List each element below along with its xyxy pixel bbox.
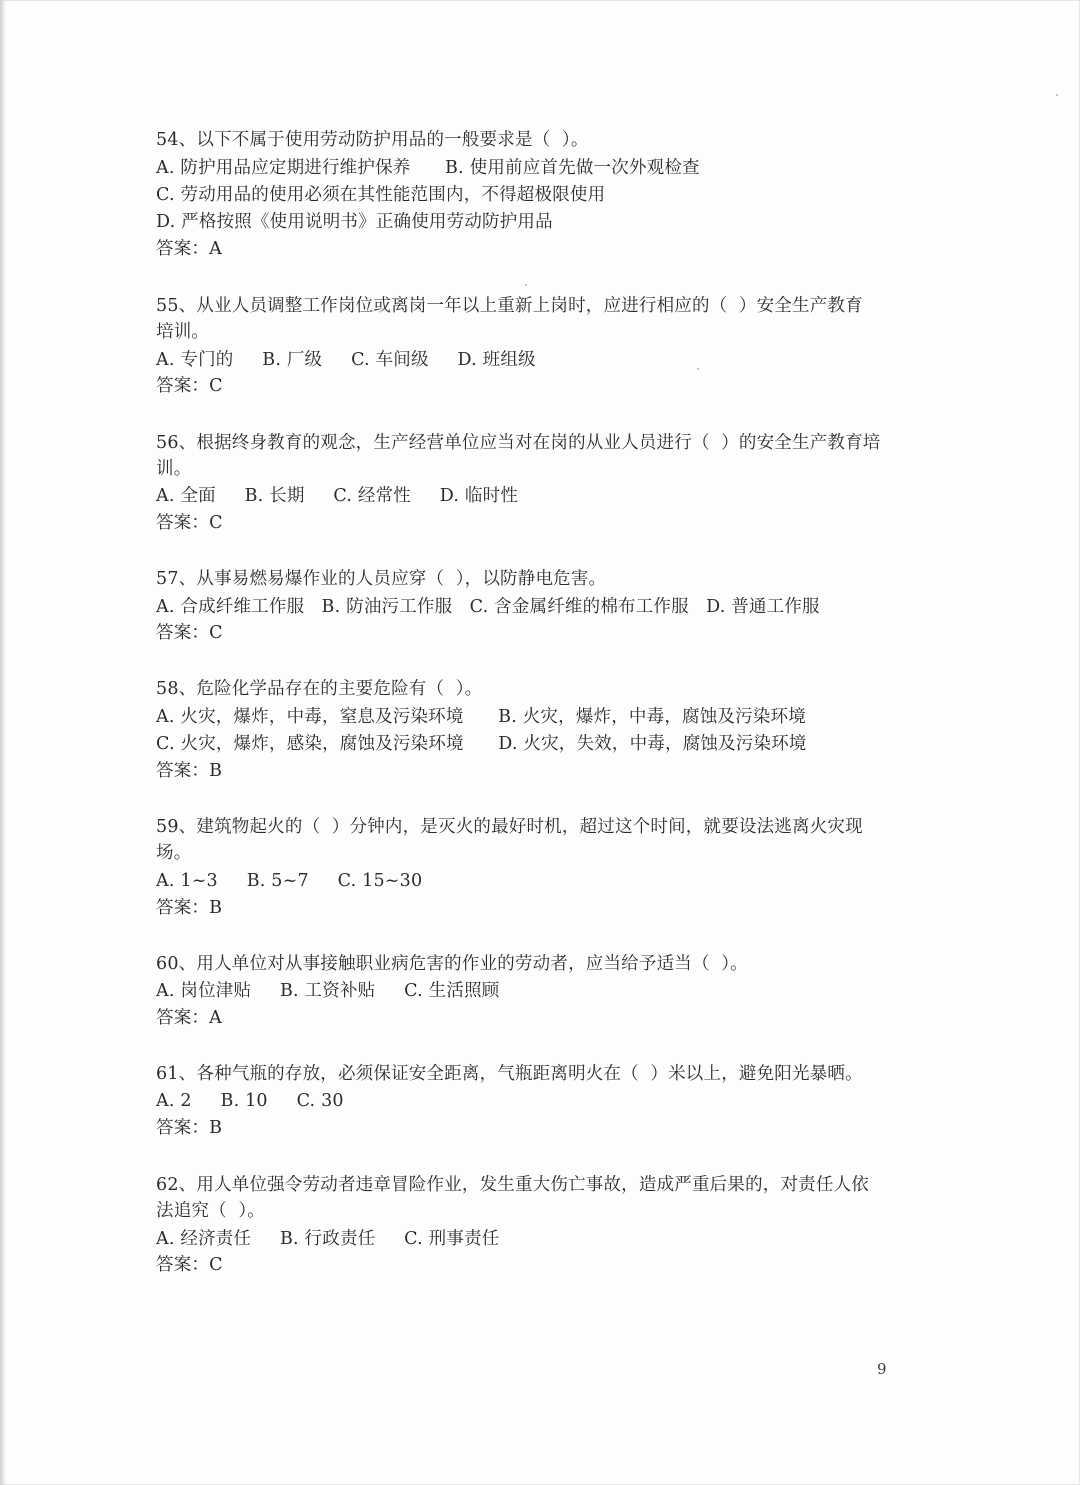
scan-speck bbox=[697, 368, 699, 370]
question-59-text-line-1: 59、建筑物起火的（ ）分钟内，是灭火的最好时机，超过这个时间，就要设法逃离火灾现 bbox=[156, 817, 863, 837]
question-61-options: A. 2 B. 10 C. 30 bbox=[156, 1091, 344, 1111]
question-54-options-line-2: C. 劳动用品的使用必须在其性能范围内，不得超极限使用 bbox=[156, 185, 606, 205]
question-58-text: 58、危险化学品存在的主要危险有（ ）。 bbox=[156, 679, 483, 699]
question-61-answer: 答案：B bbox=[156, 1118, 223, 1138]
question-56-text-line-2: 训。 bbox=[156, 459, 192, 479]
question-62-answer: 答案：C bbox=[156, 1255, 223, 1275]
scan-edge-shadow bbox=[0, 0, 6, 1485]
question-56-options: A. 全面 B. 长期 C. 经常性 D. 临时性 bbox=[156, 486, 519, 506]
question-58-options-line-2: C. 火灾，爆炸，感染，腐蚀及污染环境 D. 火灾，失效，中毒，腐蚀及污染环境 bbox=[156, 734, 807, 754]
question-54-options-line-3: D. 严格按照《使用说明书》正确使用劳动防护用品 bbox=[156, 212, 553, 232]
question-57-options: A. 合成纤维工作服 B. 防油污工作服 C. 含金属纤维的棉布工作服 D. 普通工作服 bbox=[156, 597, 820, 617]
question-55-options: A. 专门的 B. 厂级 C. 车间级 D. 班组级 bbox=[156, 350, 536, 370]
question-56-text-line-1: 56、根据终身教育的观念，生产经营单位应当对在岗的从业人员进行（ ）的安全生产教育培 bbox=[156, 433, 881, 453]
question-55-answer: 答案：C bbox=[156, 376, 223, 396]
question-59-text-line-2: 场。 bbox=[156, 843, 192, 863]
question-56-answer: 答案：C bbox=[156, 513, 223, 533]
question-58-answer: 答案：B bbox=[156, 761, 223, 781]
question-62-text-line-2: 法追究（ ）。 bbox=[156, 1201, 265, 1221]
question-62-options: A. 经济责任 B. 行政责任 C. 刑事责任 bbox=[156, 1229, 500, 1249]
question-54-text: 54、以下不属于使用劳动防护用品的一般要求是（ ）。 bbox=[156, 130, 589, 150]
question-60-options: A. 岗位津贴 B. 工资补贴 C. 生活照顾 bbox=[156, 981, 500, 1001]
question-55-text-line-1: 55、从业人员调整工作岗位或离岗一年以上重新上岗时，应进行相应的（ ）安全生产教育 bbox=[156, 296, 863, 316]
question-59-answer: 答案：B bbox=[156, 898, 223, 918]
question-59-options: A. 1~3 B. 5~7 C. 15~30 bbox=[156, 871, 423, 891]
question-58-options-line-1: A. 火灾，爆炸，中毒，窒息及污染环境 B. 火灾，爆炸，中毒，腐蚀及污染环境 bbox=[156, 707, 806, 727]
page-number: 9 bbox=[877, 1360, 887, 1378]
question-57-text: 57、从事易燃易爆作业的人员应穿（ ），以防静电危害。 bbox=[156, 569, 607, 589]
question-55-text-line-2: 培训。 bbox=[156, 322, 210, 342]
question-54-options-line-1: A. 防护用品应定期进行维护保养 B. 使用前应首先做一次外观检查 bbox=[156, 158, 700, 178]
question-54-answer: 答案：A bbox=[156, 239, 222, 259]
question-62-text-line-1: 62、用人单位强令劳动者违章冒险作业，发生重大伤亡事故，造成严重后果的，对责任人依 bbox=[156, 1175, 869, 1195]
scan-speck bbox=[1056, 94, 1058, 96]
question-61-text: 61、各种气瓶的存放，必须保证安全距离，气瓶距离明火在（ ）米以上，避免阳光暴晒。 bbox=[156, 1064, 863, 1084]
scan-speck bbox=[525, 284, 527, 286]
question-57-answer: 答案：C bbox=[156, 623, 223, 643]
question-60-answer: 答案：A bbox=[156, 1008, 222, 1028]
question-60-text: 60、用人单位对从事接触职业病危害的作业的劳动者，应当给予适当（ ）。 bbox=[156, 954, 748, 974]
